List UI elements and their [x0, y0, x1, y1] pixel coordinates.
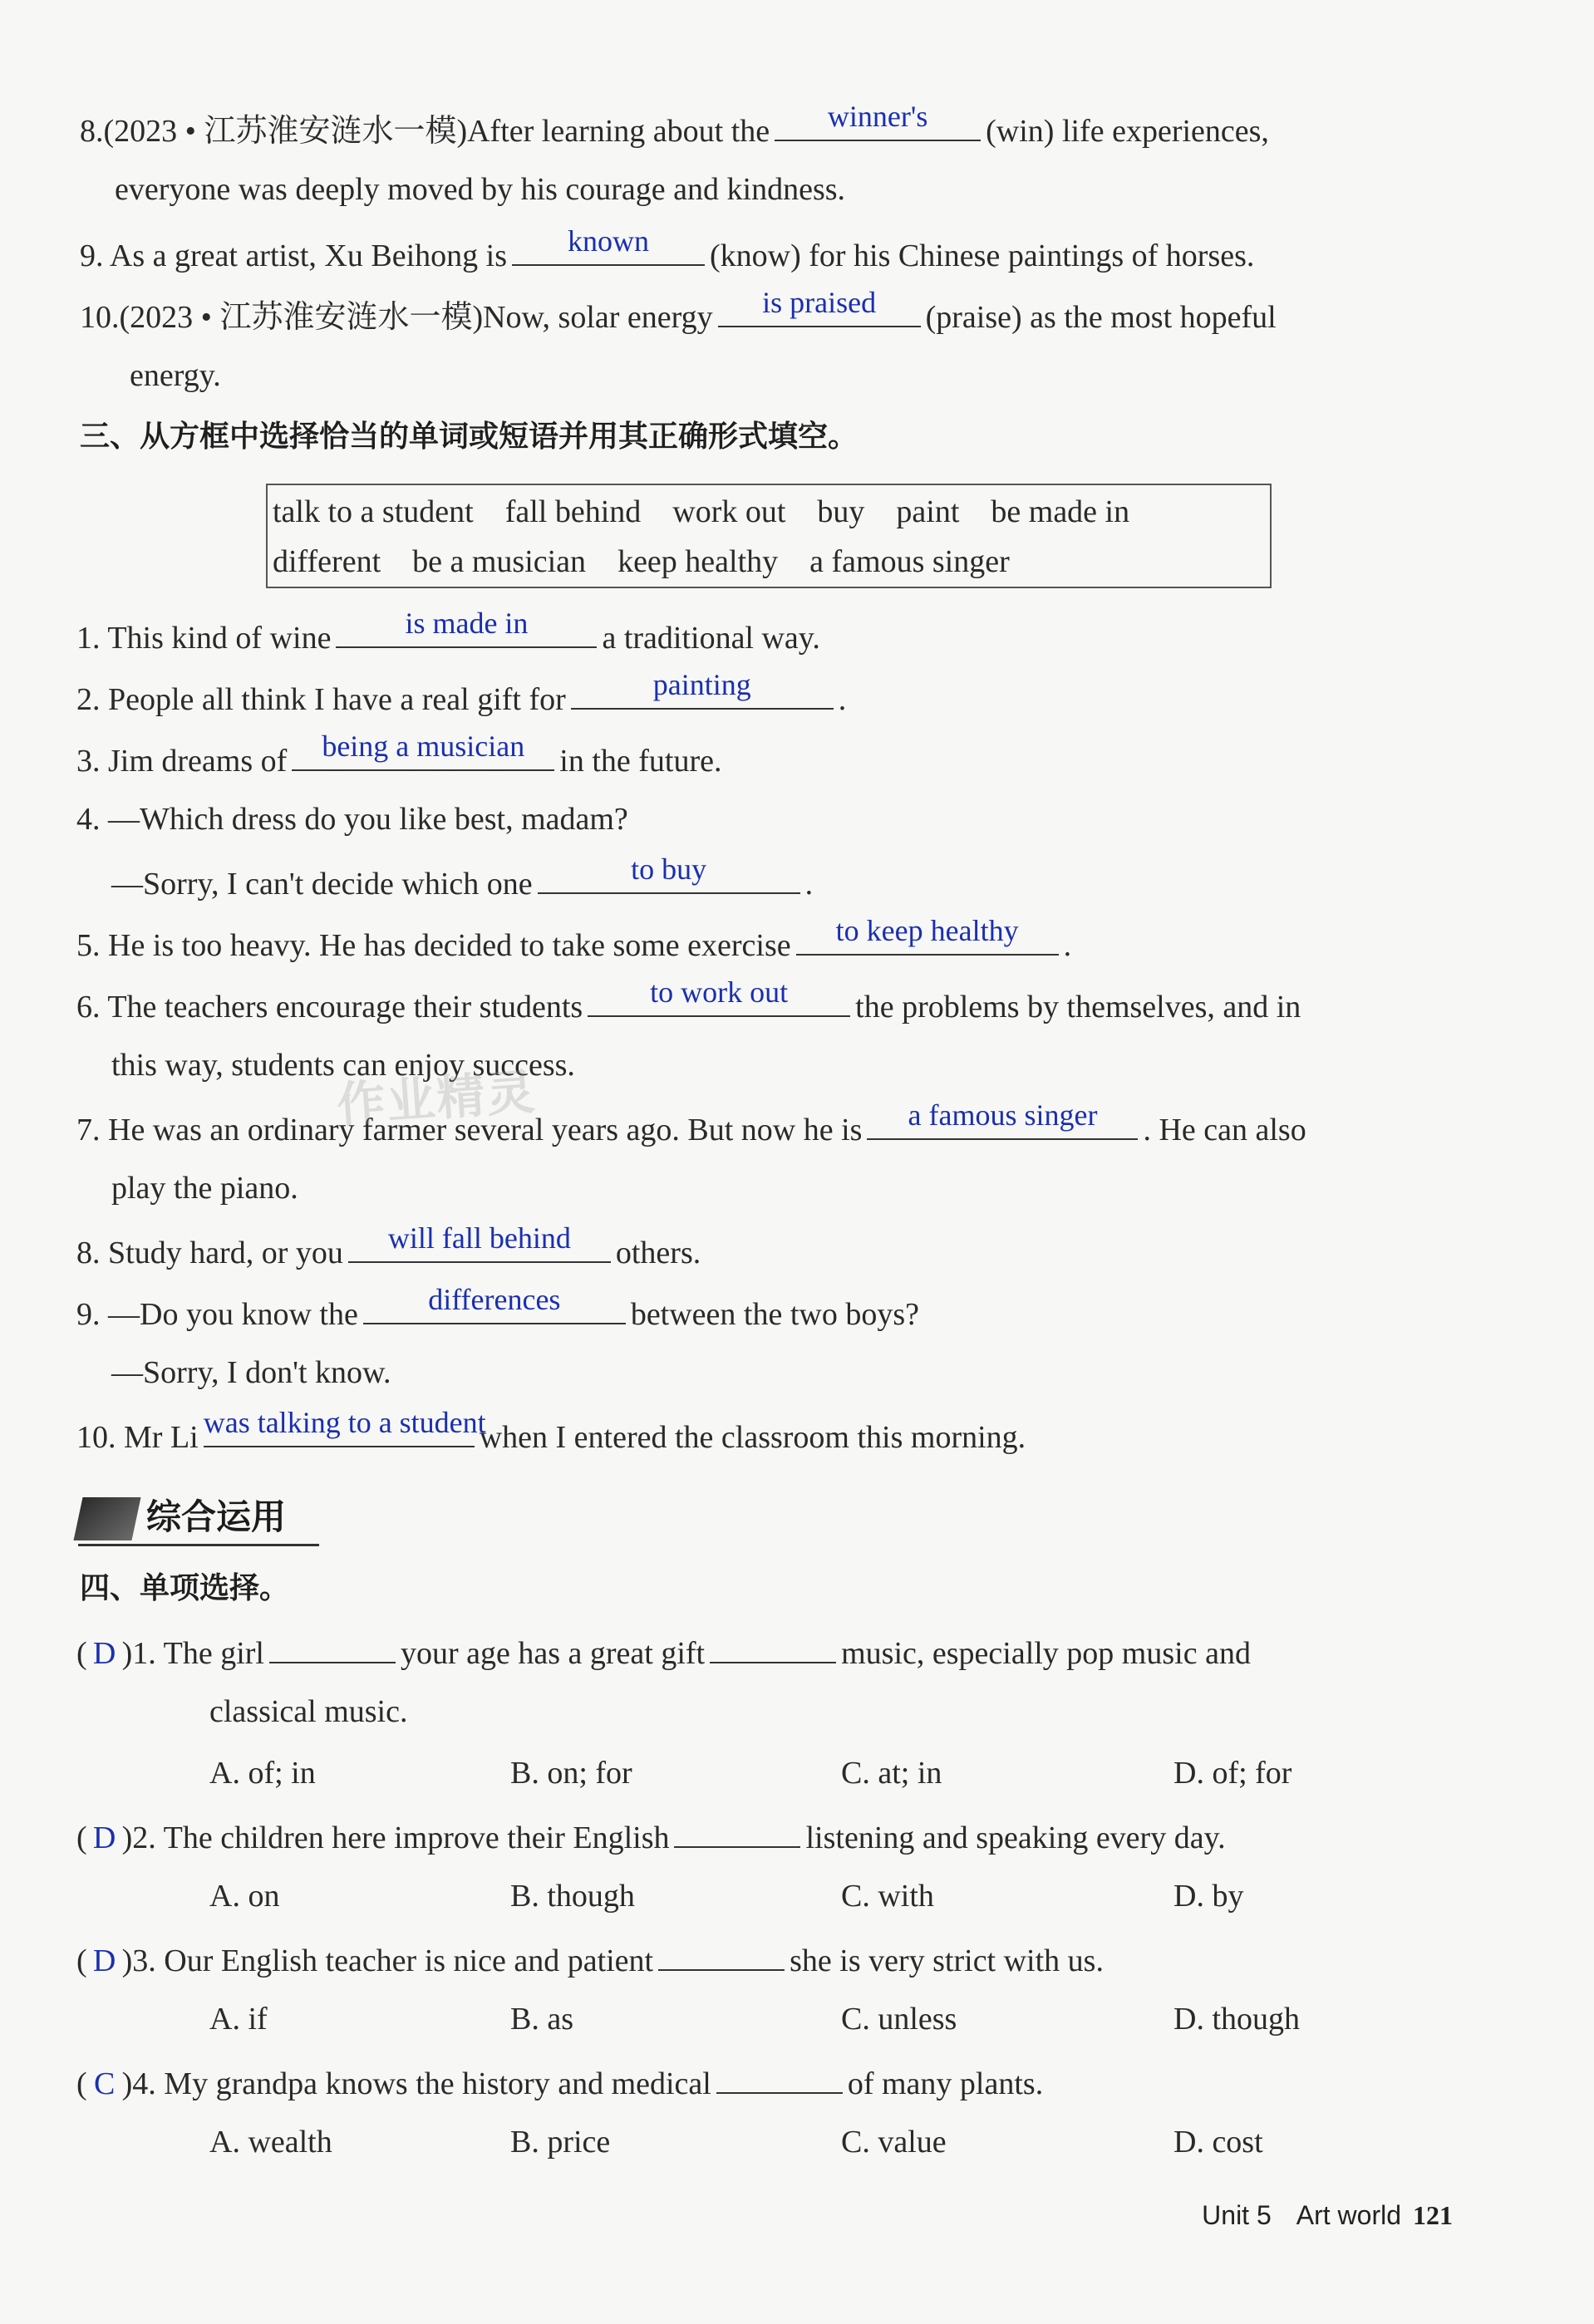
word-box: [266, 484, 1272, 588]
option-c[interactable]: C. value: [841, 2125, 947, 2159]
option-b[interactable]: B. as: [510, 2002, 573, 2037]
handwritten-answer: will fall behind: [387, 1221, 571, 1255]
question-text: 7. He was an ordinary farmer several years ago. But now he is: [76, 1113, 863, 1147]
question-2-9: [80, 224, 1255, 278]
answer-blank[interactable]: [336, 607, 597, 648]
banner-underline: [78, 1544, 319, 1546]
answer-blank[interactable]: [571, 668, 834, 710]
question-text: between the two boys?: [630, 1297, 919, 1332]
question-text: —Sorry, I can't decide which one: [111, 867, 533, 902]
word-option: talk to a student: [273, 494, 474, 529]
question-text: 8. Study hard, or you: [76, 1236, 343, 1270]
question-3-6: [76, 975, 1301, 1029]
banner-title: 综合运用: [146, 1496, 287, 1537]
option-d[interactable]: D. cost: [1173, 2125, 1263, 2159]
question-text: 6. The teachers encourage their students: [76, 990, 583, 1024]
footer-title: Art world: [1296, 2200, 1401, 2230]
option-d[interactable]: D. by: [1173, 1879, 1244, 1914]
word-option: be a musician: [412, 544, 587, 579]
answer-blank[interactable]: [775, 100, 981, 141]
question-3-10: [76, 1406, 1026, 1459]
question-text: 5. He is too heavy. He has decided to take some exercise: [76, 928, 791, 963]
question-continuation: play the piano.: [111, 1171, 298, 1206]
handwritten-answer: to work out: [650, 975, 789, 1009]
option-d[interactable]: D. though: [1173, 2002, 1300, 2037]
answer-paren: (: [76, 1636, 87, 1671]
answer-blank[interactable]: [716, 2059, 843, 2094]
question-text: listening and speaking every day.: [805, 1820, 1226, 1855]
footer-unit: Unit 5: [1202, 2200, 1272, 2230]
word-option: paint: [896, 494, 960, 529]
mcq-3: [76, 1936, 1104, 1983]
word-box-row-2: [273, 540, 1041, 583]
option-c[interactable]: C. at; in: [841, 1756, 942, 1791]
answer-blank[interactable]: [292, 730, 554, 771]
question-continuation: this way, students can enjoy success.: [111, 1048, 575, 1083]
answer-blank[interactable]: [203, 1406, 486, 1447]
question-continuation: energy.: [130, 358, 221, 393]
mcq-answer[interactable]: D: [92, 1820, 116, 1855]
question-3-5: [76, 914, 1072, 967]
option-c[interactable]: C. unless: [841, 2002, 957, 2037]
question-text: )4. My grandpa knows the history and medical: [121, 2066, 711, 2101]
question-text: )2. The children here improve their English: [121, 1820, 670, 1855]
word-option: work out: [672, 494, 786, 529]
question-text: 9. —Do you know the: [76, 1297, 358, 1332]
word-option: a famous singer: [809, 544, 1010, 579]
question-text: 10. Mr Li: [76, 1420, 199, 1455]
question-3-9: [76, 1283, 919, 1336]
section-banner: [75, 1486, 324, 1549]
answer-blank[interactable]: [269, 1629, 396, 1663]
watermark: 作业精灵: [335, 1063, 539, 1134]
answer-blank[interactable]: [363, 1283, 626, 1324]
handwritten-answer: known: [567, 224, 649, 258]
option-b[interactable]: B. though: [510, 1879, 635, 1914]
answer-paren: (: [76, 1943, 87, 1978]
question-2-8: [80, 100, 1269, 153]
answer-blank[interactable]: [867, 1098, 1138, 1140]
question-text: the problems by themselves, and in: [855, 990, 1301, 1024]
handwritten-answer: to keep healthy: [835, 914, 1019, 947]
option-b[interactable]: B. on; for: [510, 1756, 632, 1791]
option-a[interactable]: A. wealth: [209, 2125, 332, 2159]
question-3-3: [76, 730, 722, 783]
question-text: when I entered the classroom this morning.: [479, 1420, 1026, 1455]
question-text: (praise) as the most hopeful: [925, 300, 1277, 335]
answer-blank[interactable]: [796, 914, 1059, 956]
option-a[interactable]: A. on: [209, 1879, 280, 1914]
answer-blank[interactable]: [674, 1813, 800, 1848]
section-4-heading: 四、单项选择。: [80, 1571, 290, 1605]
question-text: 8.(2023 • 江苏淮安涟水一模)After learning about the: [80, 114, 770, 149]
question-2-10: [80, 286, 1277, 339]
answer-blank[interactable]: [718, 286, 921, 327]
question-text: 3. Jim dreams of: [76, 744, 288, 779]
question-text: your age has a great gift: [400, 1636, 706, 1671]
question-text: (win) life experiences,: [986, 114, 1269, 149]
handwritten-answer: is made in: [405, 607, 529, 640]
mcq-2: [76, 1813, 1226, 1860]
word-option: be made in: [991, 494, 1130, 529]
handwritten-answer: painting: [652, 668, 751, 701]
question-3-8: [76, 1221, 701, 1275]
word-box-row-1: [273, 490, 1161, 533]
answer-blank[interactable]: [588, 975, 850, 1017]
question-text: .: [1063, 928, 1072, 963]
handwritten-answer: being a musician: [322, 730, 525, 763]
question-text: .: [838, 682, 847, 717]
word-option: buy: [817, 494, 865, 529]
mcq-4: [76, 2059, 1043, 2105]
handwritten-answer: is praised: [762, 286, 877, 319]
mcq-answer[interactable]: C: [93, 2066, 116, 2101]
handwritten-answer: was talking to a student: [203, 1406, 486, 1439]
question-3-1: [76, 607, 820, 660]
question-text: )1. The girl: [121, 1636, 264, 1671]
word-option: keep healthy: [617, 544, 779, 579]
answer-blank[interactable]: [658, 1936, 785, 1971]
question-text: others.: [615, 1236, 701, 1270]
answer-blank[interactable]: [348, 1221, 611, 1263]
option-a[interactable]: A. if: [209, 2002, 268, 2037]
mcq-answer[interactable]: D: [92, 1943, 116, 1978]
question-text: (know) for his Chinese paintings of horses.: [709, 238, 1255, 273]
mcq-1: [76, 1629, 1251, 1675]
page-footer: [1202, 2197, 1453, 2233]
question-text: 9. As a great artist, Xu Beihong is: [80, 238, 507, 273]
answer-paren: (: [76, 1820, 87, 1855]
question-continuation: classical music.: [209, 1694, 408, 1729]
option-d[interactable]: D. of; for: [1173, 1756, 1292, 1791]
question-3-9-reply: —Sorry, I don't know.: [111, 1355, 391, 1390]
word-option: fall behind: [504, 494, 642, 529]
handwritten-answer: a famous singer: [908, 1098, 1098, 1132]
question-text: of many plants.: [847, 2066, 1044, 2101]
question-text: music, especially pop music and: [841, 1636, 1251, 1671]
handwritten-answer: to buy: [631, 852, 707, 886]
section-3-heading: 三、从方框中选择恰当的单词或短语并用其正确形式填空。: [80, 420, 858, 454]
question-text: she is very strict with us.: [790, 1943, 1104, 1978]
answer-blank[interactable]: [710, 1629, 836, 1663]
question-text: in the future.: [559, 744, 722, 779]
question-text: 10.(2023 • 江苏淮安涟水一模)Now, solar energy: [80, 300, 713, 335]
question-3-4-reply: [111, 852, 814, 906]
answer-blank[interactable]: [512, 224, 705, 266]
option-a[interactable]: A. of; in: [209, 1756, 316, 1791]
question-text: a traditional way.: [602, 621, 820, 656]
question-text: )3. Our English teacher is nice and patient: [121, 1943, 654, 1978]
handwritten-answer: differences: [428, 1283, 561, 1316]
option-c[interactable]: C. with: [841, 1879, 934, 1914]
answer-paren: (: [76, 2066, 87, 2101]
page-number: 121: [1413, 2200, 1453, 2230]
question-text: . He can also: [1143, 1113, 1306, 1147]
option-b[interactable]: B. price: [510, 2125, 611, 2159]
banner-block-icon: [73, 1497, 140, 1540]
question-text: 1. This kind of wine: [76, 621, 332, 656]
word-option: different: [273, 544, 381, 579]
handwritten-answer: winner's: [827, 100, 928, 133]
mcq-answer[interactable]: D: [92, 1636, 116, 1671]
question-3-4: 4. —Which dress do you like best, madam?: [76, 802, 628, 837]
answer-blank[interactable]: [538, 852, 800, 894]
question-text: 2. People all think I have a real gift for: [76, 682, 566, 717]
question-continuation: everyone was deeply moved by his courage and kindness.: [115, 172, 846, 207]
question-text: .: [804, 867, 814, 902]
question-3-2: [76, 668, 847, 721]
